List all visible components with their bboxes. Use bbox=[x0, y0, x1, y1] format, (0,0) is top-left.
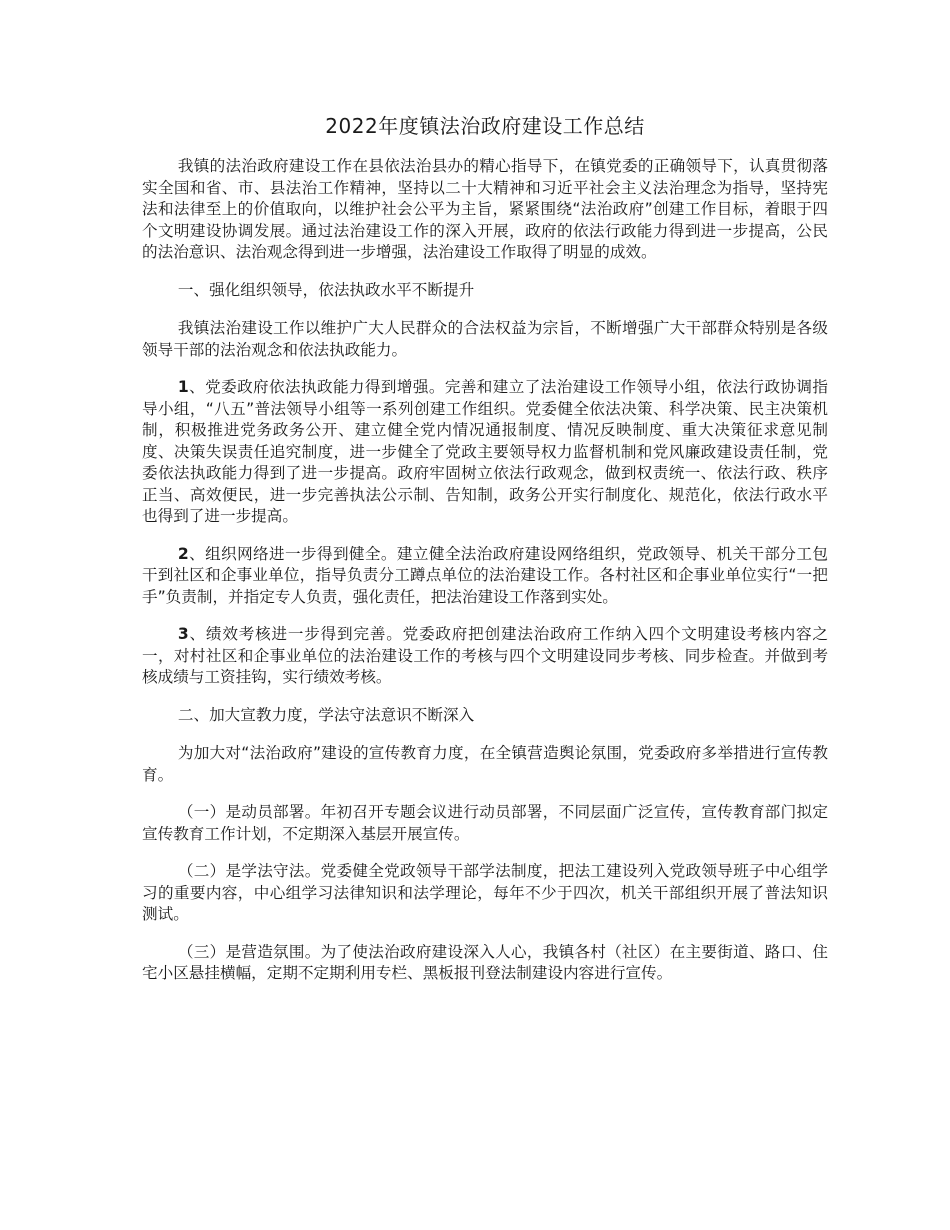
item-text: 、党委政府依法执政能力得到增强。完善和建立了法治建设工作领导小组，依法行政协调指导小组，“八五”普法领导小组等一系列创建工作组织。党委健全依法决策、科学决策、民主决策机制，积极推进党务政务公开、建立健全党内情况通报制度、情况反映制度、重大决策征求意见制度、决策失误责任追究制度，进一步健全了党政主要领导权力监督机制和党风廉政建设责任制，党委依法执政能力得到了进一步提高。政府牢固树立依法行政观念，做到权责统一、依法行政、秩序正当、高效便民，进一步完善执法公示制、告知制，政务公开实行制度化、规范化，依法行政水平也得到了进一步提高。 bbox=[142, 378, 828, 525]
document-page bbox=[142, 112, 828, 1001]
section-1-lead: 我镇法治建设工作以维护广大人民群众的合法权益为宗旨，不断增强广大干部群众特别是各级领导干部的法治观念和依法执政能力。 bbox=[142, 319, 828, 359]
intro-paragraph: 我镇的法治政府建设工作在县依法治县办的精心指导下，在镇党委的正确领导下，认真贯彻落实全国和省、市、县法治工作精神，坚持以二十大精神和习近平社会主义法治理念为指导，坚持宪法和法律至上的价值取向，以维护社会公平为主旨，紧紧围绕“法治政府”创建工作目标，着眼于四个文明建设协调发展。通过法治建设工作的深入开展，政府的依法行政能力得到进一步提高，公民的法治意识、法治观念得到进一步增强，法治建设工作取得了明显的成效。 bbox=[142, 157, 828, 261]
section-2-heading: 二、加大宣教力度，学法守法意识不断深入 bbox=[177, 705, 475, 724]
section-1-item-3 bbox=[142, 624, 828, 689]
section-2-item-1: （一）是动员部署。年初召开专题会议进行动员部署，不同层面广泛宣传，宣传教育部门拟定宣传教育工作计划，不定期深入基层开展宣传。 bbox=[142, 803, 828, 843]
section-2-lead: 为加大对“法治政府”建设的宣传教育力度，在全镇营造舆论氛围，党委政府多举措进行宣传教育。 bbox=[142, 744, 828, 784]
item-number: 2 bbox=[177, 544, 189, 563]
section-1-heading: 一、强化组织领导，依法执政水平不断提升 bbox=[177, 280, 475, 299]
section-2-item-2: （二）是学法守法。党委健全党政领导干部学法制度，把法工建设列入党政领导班子中心组学习的重要内容，中心组学习法律知识和法学理论，每年不少于四次，机关干部组织开展了普法知识测试。 bbox=[142, 862, 828, 923]
item-number: 3 bbox=[177, 625, 189, 643]
section-2-item-3: （三）是营造氛围。为了使法治政府建设深入人心，我镇各村（社区）在主要街道、路口、住宅小区悬挂横幅，定期不定期利用专栏、黑板报刊登法制建设内容进行宣传。 bbox=[142, 942, 828, 982]
section-1-item-2 bbox=[142, 544, 828, 609]
document-title: 2022年度镇法治政府建设工作总结 bbox=[325, 114, 645, 138]
item-text: 、组织网络进一步得到健全。建立健全法治政府建设网络组织，党政领导、机关干部分工包干到社区和企事业单位，指导负责分工蹲点单位的法治建设工作。各村社区和企事业单位实行“一把手”负责制，并指定专人负责，强化责任，把法治建设工作落到实处。 bbox=[142, 544, 828, 606]
item-number: 1 bbox=[177, 378, 189, 396]
item-text: 、绩效考核进一步得到完善。党委政府把创建法治政府工作纳入四个文明建设考核内容之一，对村社区和企事业单位的法治建设工作的考核与四个文明建设同步考核、同步检查。并做到考核成绩与工资挂钩，实行绩效考核。 bbox=[142, 625, 828, 686]
section-1-item-1 bbox=[142, 377, 828, 528]
